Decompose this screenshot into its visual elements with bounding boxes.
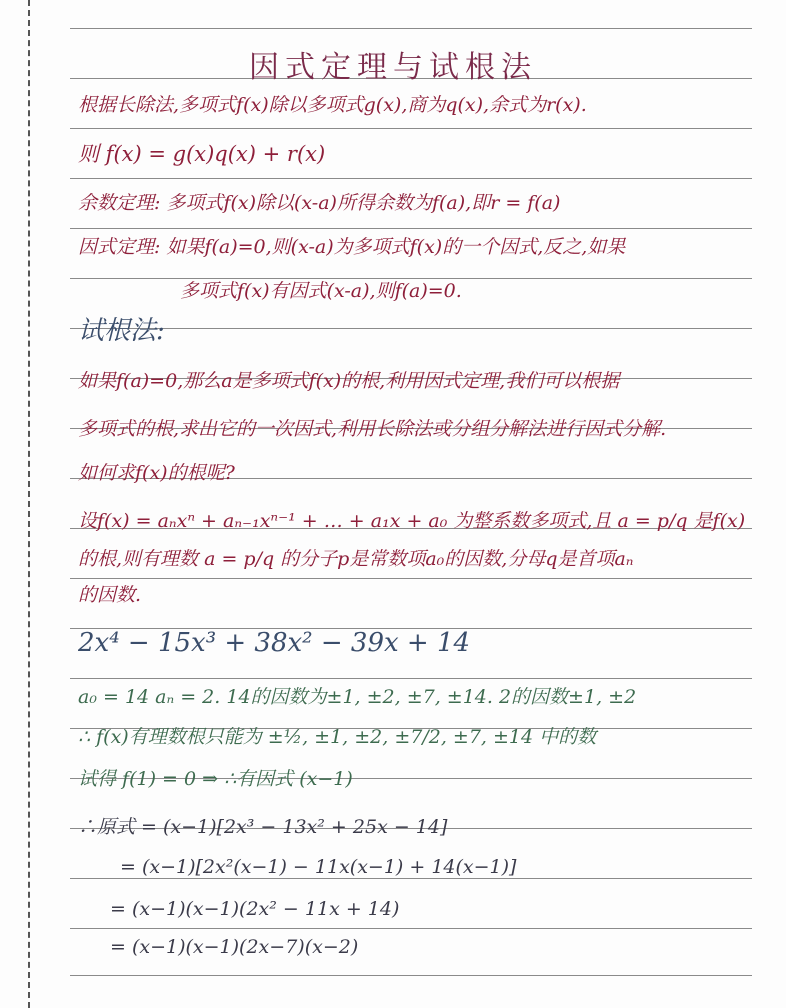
- rule-line: [70, 975, 752, 976]
- rule-line: [70, 578, 752, 579]
- text-line-19: = (x−1)(x−1)(2x² − 11x + 14): [110, 898, 400, 920]
- text-line-3: 余数定理: 多项式f(x)除以(x-a)所得余数为f(a),即r = f(a): [78, 192, 561, 214]
- text-line-1: 根据长除法,多项式f(x)除以多项式g(x),商为q(x),余式为r(x).: [78, 94, 587, 116]
- text-line-20: = (x−1)(x−1)(2x−7)(x−2): [110, 936, 359, 958]
- rule-line: [70, 678, 752, 679]
- text-line-16: 试得 f(1) = 0 ⇒ ∴有因式 (x−1): [78, 768, 353, 790]
- text-line-15: ∴ f(x)有理数根只能为 ±½, ±1, ±2, ±7/2, ±7, ±14 中的数: [78, 726, 597, 748]
- text-line-17: ∴原式 = (x−1)[2x³ − 13x² + 25x − 14]: [78, 816, 448, 838]
- text-line-14: a₀ = 14 aₙ = 2. 14的因数为±1, ±2, ±7, ±14. 2的因数±1, ±2: [78, 686, 637, 708]
- rule-line: [70, 178, 752, 179]
- text-line-2: 则 f(x) = g(x)q(x) + r(x): [78, 142, 326, 166]
- rule-line: [70, 28, 752, 29]
- section-heading-trial-root: 试根法:: [78, 316, 165, 346]
- rule-line: [70, 878, 752, 879]
- text-line-4: 因式定理: 如果f(a)=0,则(x-a)为多项式f(x)的一个因式,反之,如果: [78, 236, 626, 258]
- text-line-11: 的根,则有理数 a = p/q 的分子p是常数项a₀的因数,分母q是首项aₙ: [78, 548, 634, 570]
- text-line-8: 多项式的根,求出它的一次因式,利用长除法或分组分解法进行因式分解.: [78, 418, 667, 440]
- text-line-7: 如果f(a)=0,那么a是多项式f(x)的根,利用因式定理,我们可以根据: [78, 370, 620, 392]
- margin-dashed-line: [28, 0, 30, 1008]
- text-line-18: = (x−1)[2x²(x−1) − 11x(x−1) + 14(x−1)]: [120, 856, 517, 878]
- rule-line: [70, 228, 752, 229]
- text-line-5: 多项式f(x)有因式(x-a),则f(a)=0.: [180, 280, 462, 302]
- text-line-10: 设f(x) = aₙxⁿ + aₙ₋₁xⁿ⁻¹ + … + a₁x + a₀ 为整系数多项式,且 a = p/q 是f(x): [78, 510, 746, 532]
- text-line-9: 如何求f(x)的根呢?: [78, 462, 235, 484]
- example-polynomial: 2x⁴ − 15x³ + 38x² − 39x + 14: [78, 628, 471, 658]
- text-line-12: 的因数.: [78, 584, 142, 606]
- rule-line: [70, 928, 752, 929]
- page-title: 因式定理与试根法: [249, 50, 537, 85]
- rule-line: [70, 128, 752, 129]
